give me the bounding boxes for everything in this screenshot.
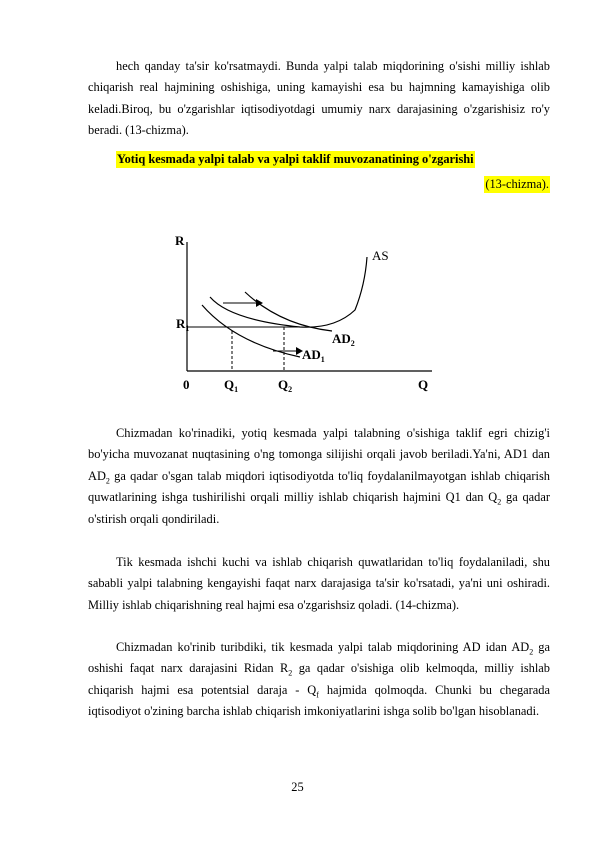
q2-label: $Q_2$ xyxy=(278,377,293,394)
figure-reference: (13-chizma). xyxy=(485,177,549,191)
paragraph-2: Chizmadan ko'rinadiki, yotiq kesmada yalpi talabning o'sishiga taklif egri chizig'i bo'yicha muvozanat nuqtasining o'ng tomonga silijishi orqali javob beriladi.Ya'ni, AD1 dan $AD_2$ ga qadar o'sgan talab miqdori iqtisodiyotda to'liq foydalanilmayotgan ishlab chiqarish quwatlarining ishga tushirilishi orqali milliy ishlab chiqarish hajmini Q1 dan $Q_2$ ga qadar o'stirish orqali qondiriladi. xyxy=(88,426,551,526)
y-axis-label: R xyxy=(175,233,185,248)
section-heading: Yotiq kesmada yalpi talab va yalpi taklif muvozanatining o'zgarishi xyxy=(117,152,474,166)
ad1-curve xyxy=(202,305,300,357)
ad-as-diagram xyxy=(150,225,450,400)
page-number: 25 xyxy=(291,780,304,794)
paragraph-3: Tik kesmada ishchi kuchi va ishlab chiqarish quwatlaridan to'liq foydalaniladi, shu sababli yalpi talabning kengayishi faqat narx darajasiga ta'sir ko'rsatadi, ya'ni uni oshiradi. Milliy ishlab chiqarishning real hajmi esa o'zgarishsiz qoladi. (14-chizma). xyxy=(88,555,550,612)
ad2-label: $AD_2$ xyxy=(332,331,355,348)
x-axis-label: Q xyxy=(418,377,429,392)
origin-label: 0 xyxy=(183,377,190,392)
as-curve xyxy=(210,257,367,327)
ad1-label: $AD_1$ xyxy=(302,347,325,364)
q1-label: $Q_1$ xyxy=(224,377,239,394)
paragraph-4: Chizmadan ko'rinib turibdiki, tik kesmada yalpi talab miqdorining AD idan $AD_2$ ga oshishi faqat narx darajasini Ridan $R_2$ ga qadar o'sishiga olib kelmoqda, milliy ishlab chiqarish hajmi esa potentsial daraja - $Q_f$ hajmida qolmoqda. Chunki bu chegarada iqtisodiyot o'zining barcha ishlab chiqarish imkoniyatlarini ishga solib bo'lgan hisoblanadi. xyxy=(88,640,550,719)
paragraph-1: hech qanday ta'sir ko'rsatmaydi. Bunda yalpi talab miqdorining o'sishi milliy ishlab chiqarish real hajmining oshishiga, uning kamayishi esa bu hajmning kamayishiga olib keladi.Biroq, bu o'zgarishlar iqtisodiyotdagi umumiy narx darajasining o'zgarishisiz ro'y beradi. (13-chizma). xyxy=(88,59,550,138)
r1-label: $R_1$ xyxy=(176,316,190,333)
as-label: AS xyxy=(372,248,389,263)
